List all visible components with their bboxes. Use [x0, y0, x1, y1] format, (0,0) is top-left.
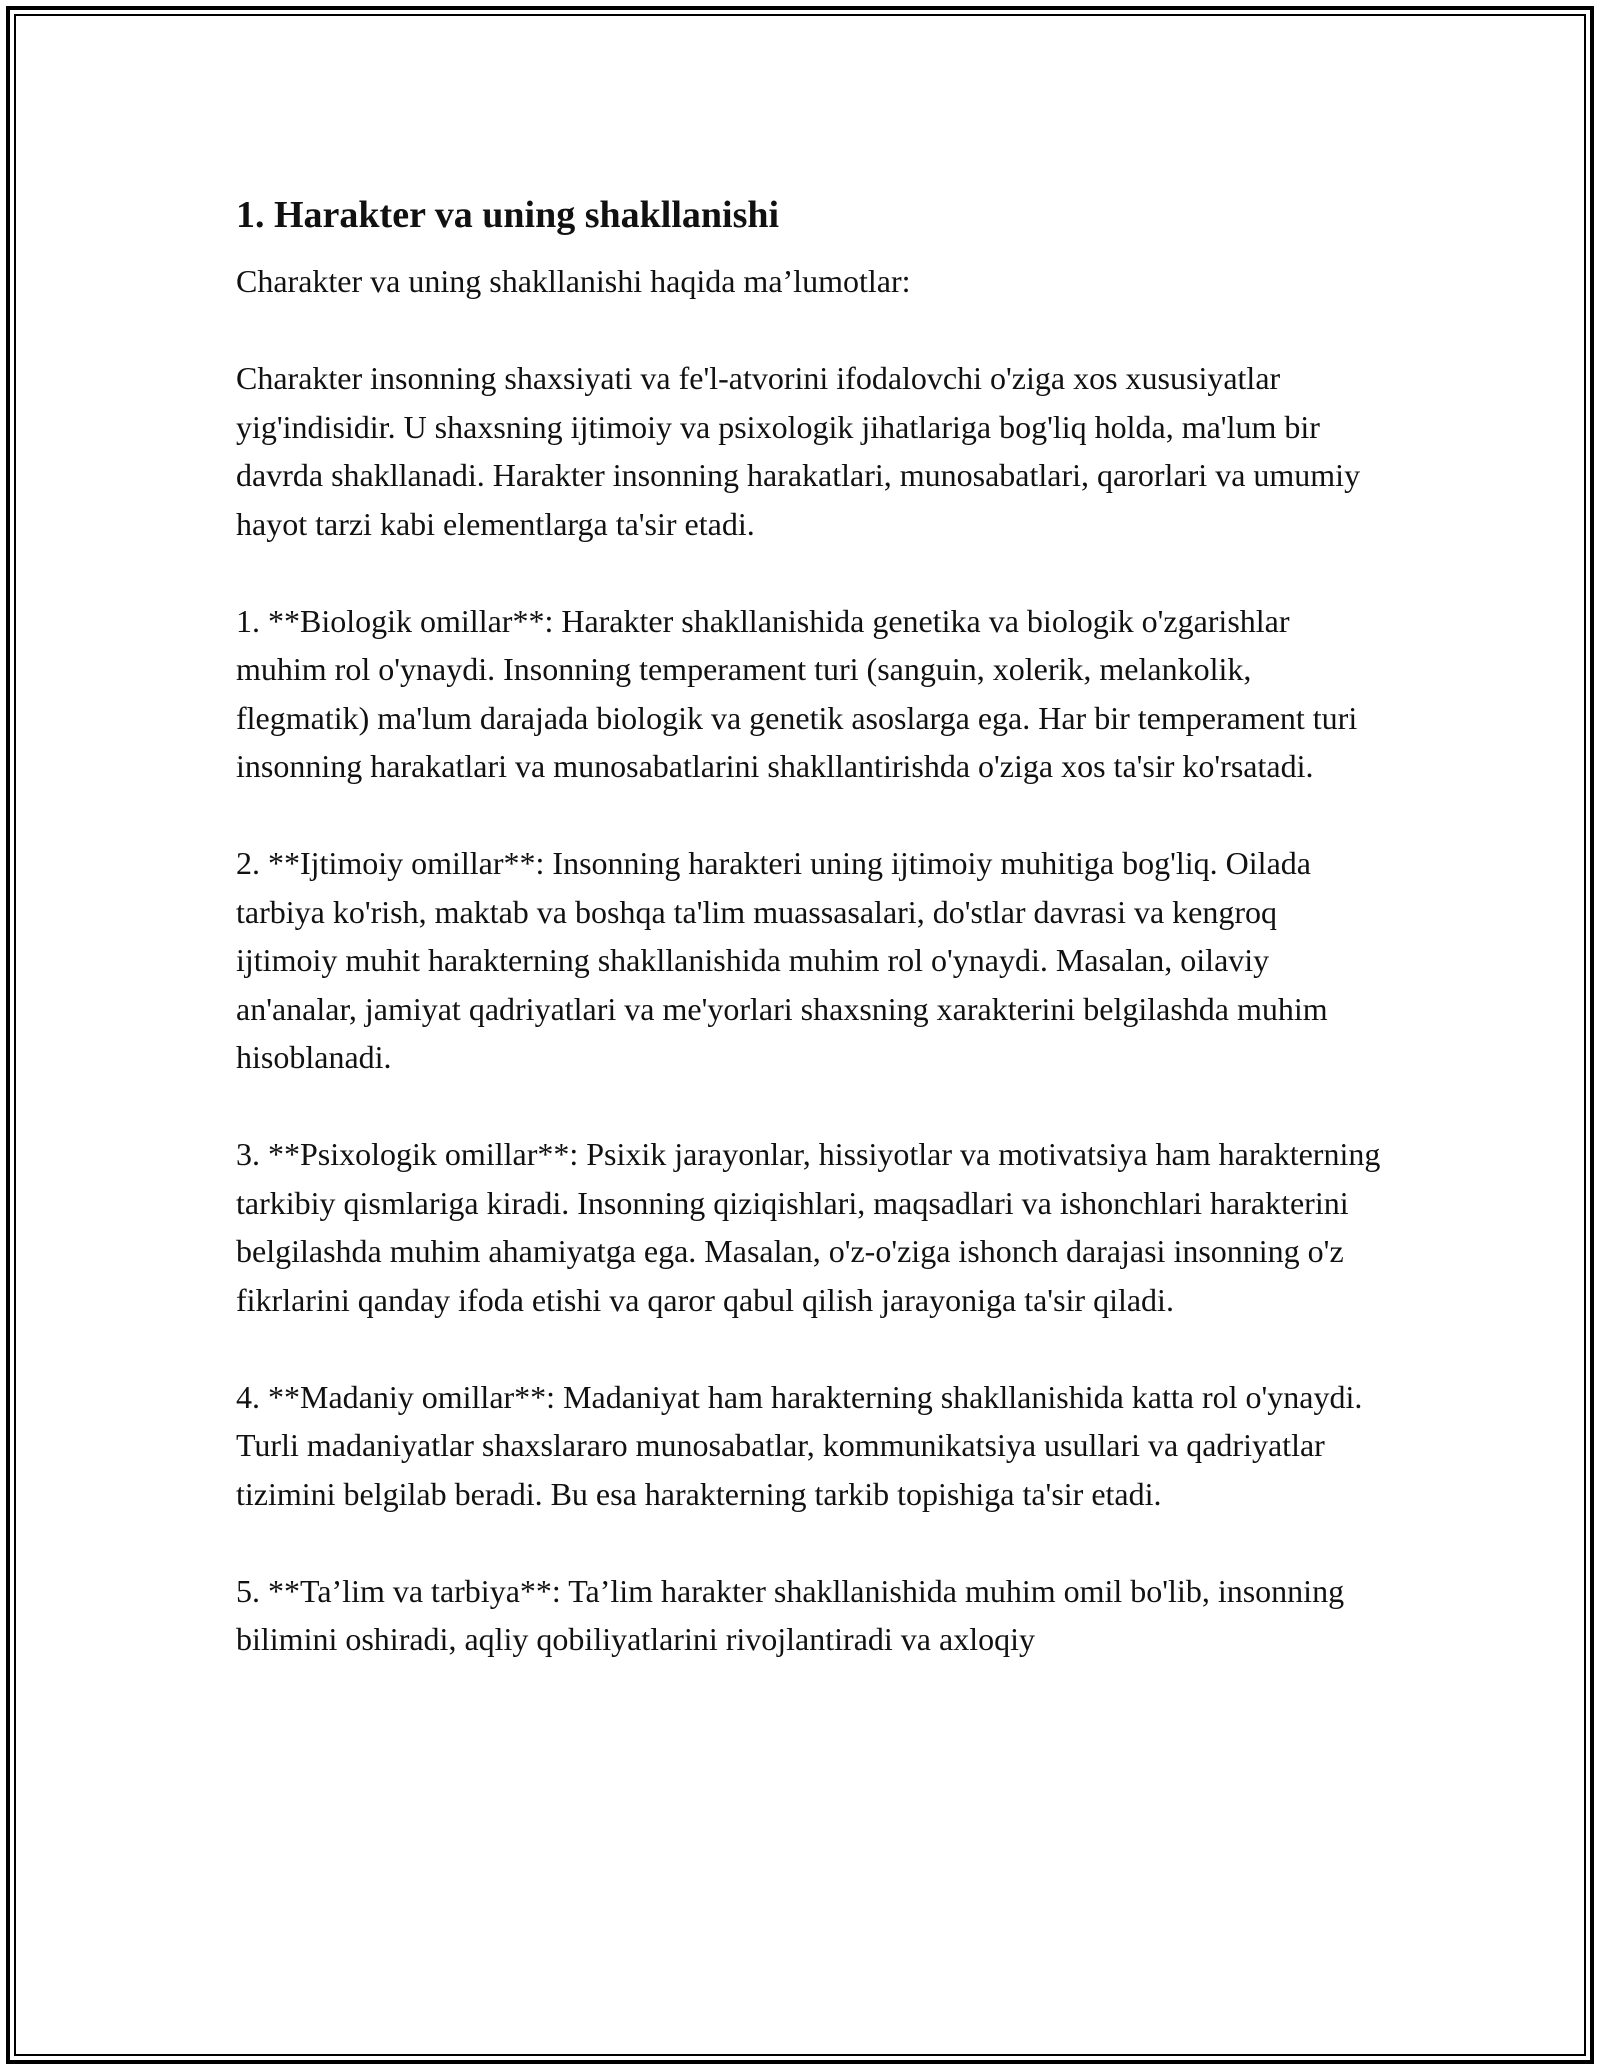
definition-paragraph: Charakter insonning shaxsiyati va fe'l-atvorini ifodalovchi o'ziga xos xususiyatlar yig'indisidir. U shaxsning ijtimoiy va psixologik jihatlariga bog'liq holda, ma'lum bir davrda shakllanadi. Harakter insonning harakatlari, munosabatlari, qarorlari va umumiy hayot tarzi kabi elementlarga ta'sir etadi. — [236, 360, 1361, 542]
social-factors-paragraph: 2. **Ijtimoiy omillar**: Insonning harakteri uning ijtimoiy muhitiga bog'liq. Oilada tarbiya ko'rish, maktab va boshqa ta'lim muassasalari, do'stlar davrasi va kengroq ijtimoiy muhit harakterning shakllanishida muhim rol o'ynaydi. Masalan, oilaviy an'analar, jamiyat qadriyatlari va me'yorlari shaxsning xarakterini belgilashda muhim hisoblanadi. — [236, 845, 1328, 1075]
cultural-factors-paragraph: 4. **Madaniy omillar**: Madaniyat ham harakterning shakllanishida katta rol o'ynaydi. Turli madaniyatlar shaxslararo munosabatlar, kommunikatsiya usullari va qadriyatlar tizimini belgilab beradi. Bu esa harakterning tarkib topishiga ta'sir etadi. — [236, 1378, 1363, 1512]
intro-paragraph: Charakter va uning shakllanishi haqida ma’lumotlar: — [236, 263, 911, 299]
document-body — [236, 185, 1386, 1712]
education-paragraph: 5. **Ta’lim va tarbiya**: Ta’lim harakter shakllanishida muhim omil bo'lib, insonning bilimini oshiradi, aqliy qobiliyatlarini rivojlantiradi va axloqiy — [236, 1572, 1345, 1657]
psychological-factors-paragraph: 3. **Psixologik omillar**: Psixik jarayonlar, hissiyotlar va motivatsiya ham harakterning tarkibiy qismlariga kiradi. Insonning qiziqishlari, maqsadlari va ishonchlari harakterini belgilashda muhim ahamiyatga ega. Masalan, o'z-o'ziga ishonch darajasi insonning o'z fikrlarini qanday ifoda etishi va qaror qabul qilish jarayoniga ta'sir qiladi. — [236, 1136, 1381, 1318]
section-heading: 1. Harakter va uning shakllanishi — [236, 194, 780, 236]
biological-factors-paragraph: 1. **Biologik omillar**: Harakter shakllanishida genetika va biologik o'zgarishlar muhim rol o'ynaydi. Insonning temperament turi (sanguin, xolerik, melankolik, flegmatik) ma'lum darajada biologik va genetik asoslarga ega. Har bir temperament turi insonning harakatlari va munosabatlarini shakllantirishda o'ziga xos ta'sir ko'rsatadi. — [236, 602, 1358, 784]
